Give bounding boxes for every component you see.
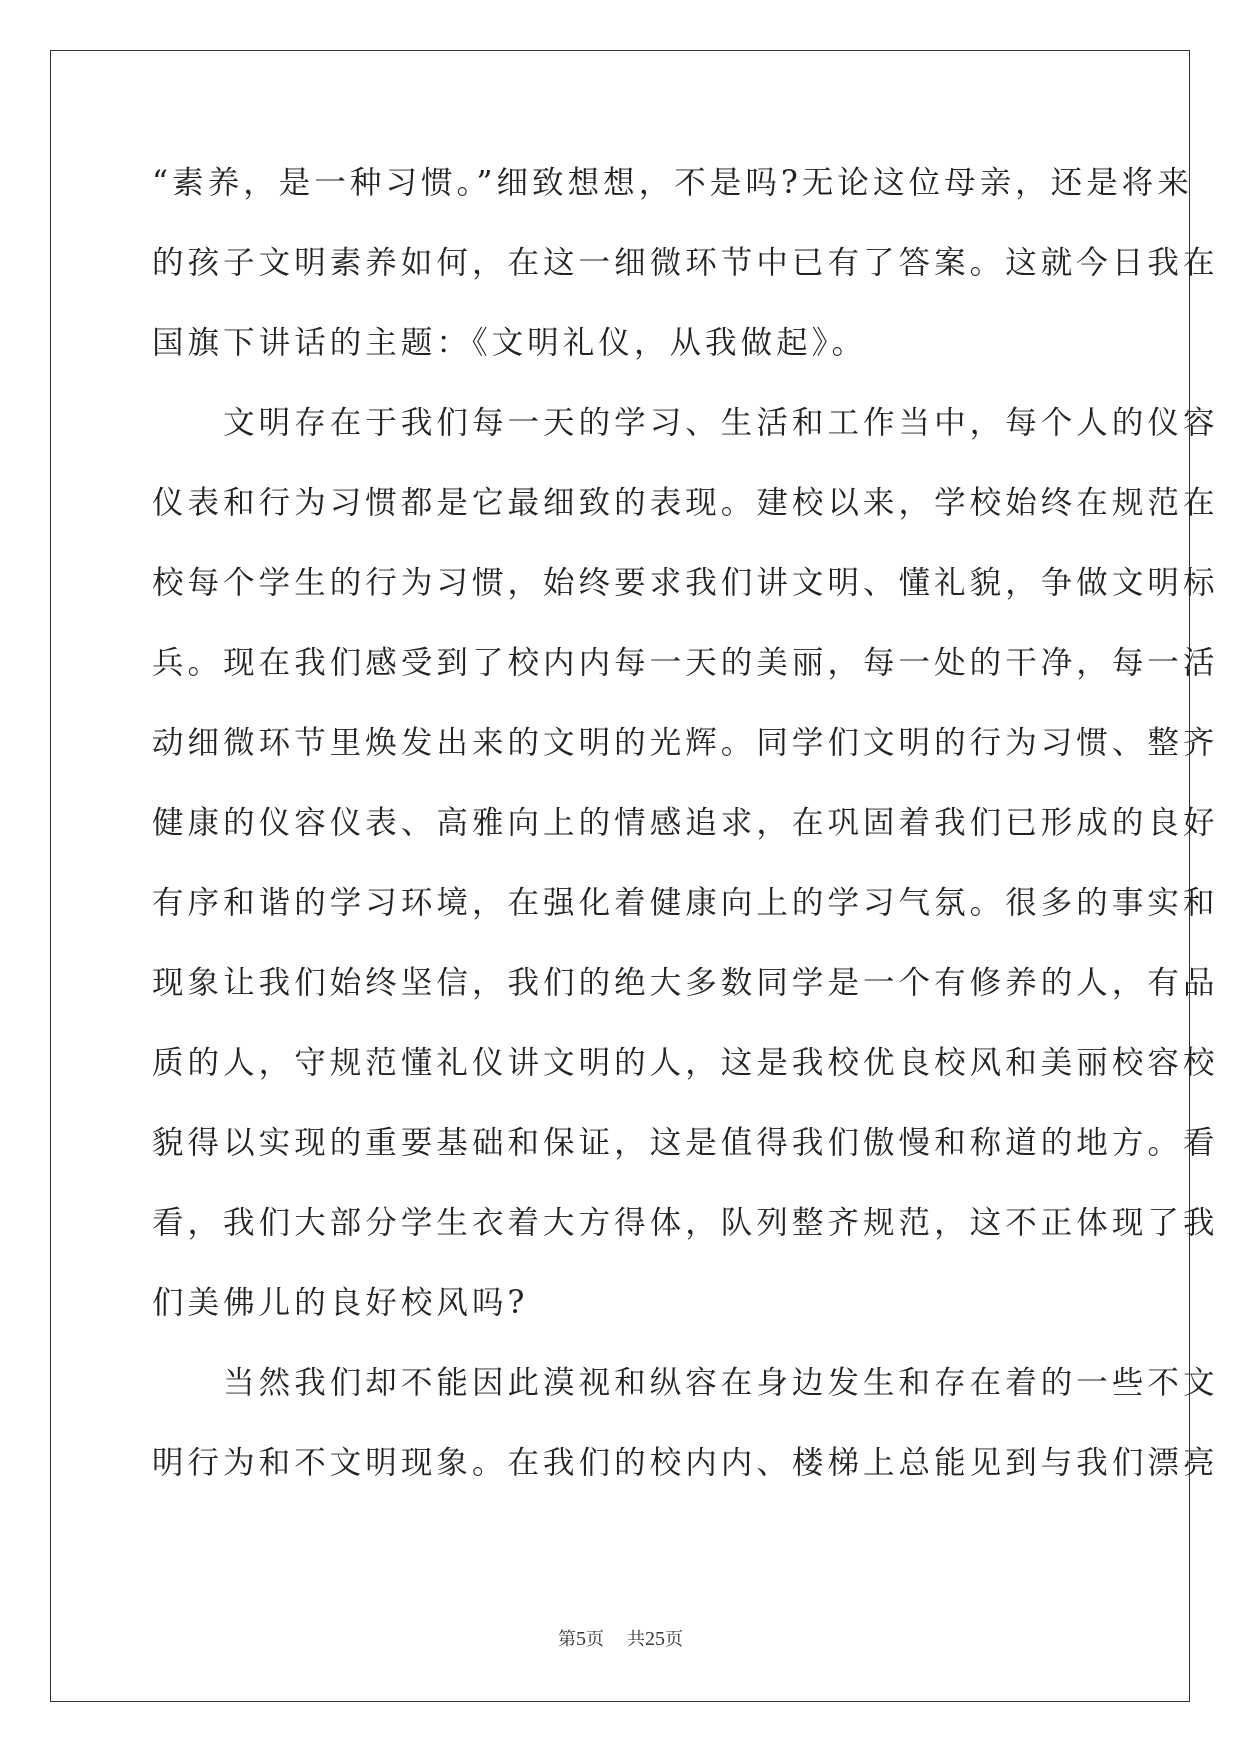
text-line: 质的人，守规范懂礼仪讲文明的人，这是我校优良校风和美丽校容校 (152, 1045, 1219, 1081)
text-line: 文明存在于我们每一天的学习、生活和工作当中，每个人的仪容 (152, 405, 1219, 441)
text-line: 健康的仪容仪表、高雅向上的情感追求，在巩固着我们已形成的良好 (152, 805, 1219, 841)
text-line: 动细微环节里焕发出来的文明的光辉。同学们文明的行为习惯、整齐 (152, 725, 1219, 761)
text-line: 明行为和不文明现象。在我们的校内内、楼梯上总能见到与我们漂亮 (152, 1445, 1219, 1481)
text-line: 校每个学生的行为习惯，始终要求我们讲文明、懂礼貌，争做文明标 (152, 565, 1219, 601)
text-line: 兵。现在我们感受到了校内内每一天的美丽，每一处的干净，每一活 (152, 645, 1219, 681)
text-line: 有序和谐的学习环境，在强化着健康向上的学习气氛。很多的事实和 (152, 885, 1219, 921)
total-suffix: 页 (664, 1629, 683, 1650)
text-line: 貌得以实现的重要基础和保证，这是值得我们傲慢和称道的地方。看 (152, 1125, 1219, 1161)
total-pages: 25 (644, 1628, 665, 1650)
text-line: 们美佛儿的良好校风吗? (152, 1285, 529, 1321)
page-suffix: 页 (586, 1629, 605, 1650)
page-prefix: 第 (558, 1629, 577, 1650)
total-prefix: 共 (626, 1629, 645, 1650)
text-line: 看，我们大部分学生衣着大方得体，队列整齐规范，这不正体现了我 (152, 1205, 1219, 1241)
text-line: 仪表和行为习惯都是它最细致的表现。建校以来，学校始终在规范在 (152, 485, 1219, 521)
document-body (152, 161, 1219, 1521)
text-line: 当然我们却不能因此漠视和纵容在身边发生和存在着的一些不文 (152, 1365, 1219, 1401)
text-line: 国旗下讲话的主题：《文明礼仪，从我做起》。 (152, 325, 868, 361)
text-line: 的孩子文明素养如何，在这一细微环节中已有了答案。这就今日我在 (152, 245, 1219, 281)
text-line: “素养，是一种习惯。”细致想想，不是吗?无论这位母亲，还是将来 (152, 165, 1193, 201)
page-footer (0, 1627, 1241, 1652)
text-line: 现象让我们始终坚信，我们的绝大多数同学是一个有修养的人，有品 (152, 965, 1219, 1001)
page-number: 5 (576, 1628, 587, 1650)
